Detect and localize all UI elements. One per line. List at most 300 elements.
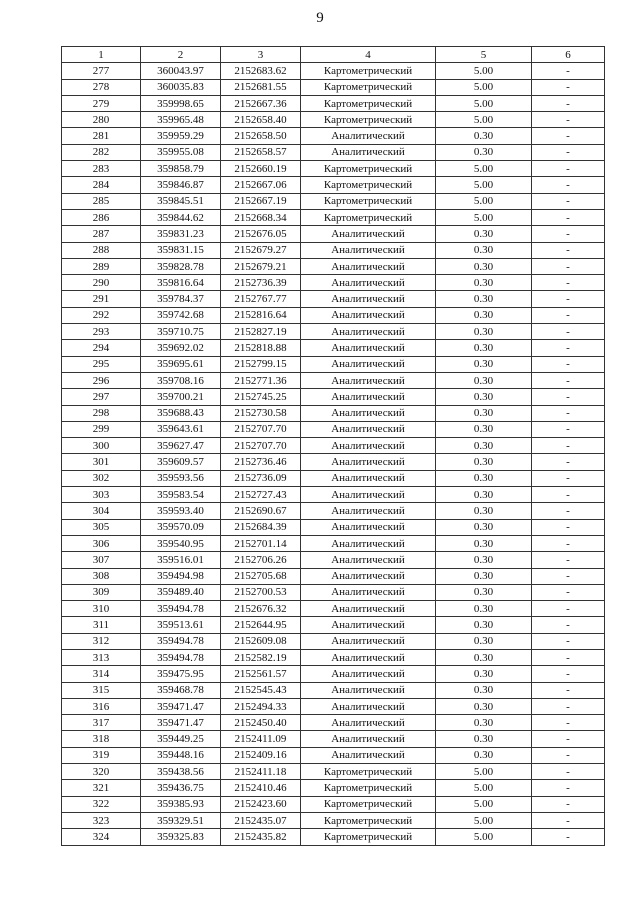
y-coordinate-cell: 2152494.33: [221, 698, 301, 714]
y-coordinate-cell: 2152700.53: [221, 584, 301, 600]
point-number-cell: 300: [62, 438, 141, 454]
y-coordinate-cell: 2152609.08: [221, 633, 301, 649]
column-header: 2: [141, 47, 221, 63]
point-number-cell: 310: [62, 601, 141, 617]
point-number-cell: 312: [62, 633, 141, 649]
accuracy-cell: 0.30: [436, 633, 532, 649]
method-cell: Картометрический: [301, 79, 436, 95]
point-number-cell: 291: [62, 291, 141, 307]
y-coordinate-cell: 2152561.57: [221, 666, 301, 682]
accuracy-cell: 0.30: [436, 356, 532, 372]
accuracy-cell: 5.00: [436, 112, 532, 128]
note-cell: -: [532, 503, 605, 519]
x-coordinate-cell: 359583.54: [141, 487, 221, 503]
table-row: [62, 731, 605, 747]
point-number-cell: 282: [62, 144, 141, 160]
accuracy-cell: 0.30: [436, 307, 532, 323]
method-cell: Аналитический: [301, 617, 436, 633]
y-coordinate-cell: 2152679.27: [221, 242, 301, 258]
method-cell: Аналитический: [301, 128, 436, 144]
note-cell: -: [532, 829, 605, 845]
table-row: [62, 193, 605, 209]
y-coordinate-cell: 2152707.70: [221, 421, 301, 437]
y-coordinate-cell: 2152679.21: [221, 258, 301, 274]
column-header: 5: [436, 47, 532, 63]
x-coordinate-cell: 359955.08: [141, 144, 221, 160]
table-row: [62, 161, 605, 177]
note-cell: -: [532, 438, 605, 454]
accuracy-cell: 0.30: [436, 649, 532, 665]
x-coordinate-cell: 359710.75: [141, 324, 221, 340]
accuracy-cell: 5.00: [436, 780, 532, 796]
table-row: [62, 63, 605, 79]
table-row: [62, 617, 605, 633]
y-coordinate-cell: 2152545.43: [221, 682, 301, 698]
table-row: [62, 454, 605, 470]
note-cell: -: [532, 324, 605, 340]
method-cell: Картометрический: [301, 764, 436, 780]
x-coordinate-cell: 359700.21: [141, 389, 221, 405]
accuracy-cell: 0.30: [436, 698, 532, 714]
x-coordinate-cell: 359494.78: [141, 633, 221, 649]
method-cell: Картометрический: [301, 780, 436, 796]
accuracy-cell: 5.00: [436, 79, 532, 95]
x-coordinate-cell: 359627.47: [141, 438, 221, 454]
point-number-cell: 288: [62, 242, 141, 258]
point-number-cell: 316: [62, 698, 141, 714]
method-cell: Аналитический: [301, 389, 436, 405]
table-row: [62, 764, 605, 780]
x-coordinate-cell: 359828.78: [141, 258, 221, 274]
x-coordinate-cell: 359436.75: [141, 780, 221, 796]
table-row: [62, 535, 605, 551]
x-coordinate-cell: 359742.68: [141, 307, 221, 323]
x-coordinate-cell: 359471.47: [141, 698, 221, 714]
method-cell: Аналитический: [301, 470, 436, 486]
accuracy-cell: 0.30: [436, 454, 532, 470]
point-number-cell: 317: [62, 715, 141, 731]
method-cell: Картометрический: [301, 63, 436, 79]
note-cell: -: [532, 617, 605, 633]
y-coordinate-cell: 2152667.06: [221, 177, 301, 193]
y-coordinate-cell: 2152411.18: [221, 764, 301, 780]
accuracy-cell: 0.30: [436, 275, 532, 291]
table-row: [62, 242, 605, 258]
table-row: [62, 568, 605, 584]
method-cell: Аналитический: [301, 275, 436, 291]
accuracy-cell: 0.30: [436, 324, 532, 340]
method-cell: Аналитический: [301, 535, 436, 551]
note-cell: -: [532, 519, 605, 535]
accuracy-cell: 0.30: [436, 340, 532, 356]
y-coordinate-cell: 2152767.77: [221, 291, 301, 307]
y-coordinate-cell: 2152676.05: [221, 226, 301, 242]
column-header: 4: [301, 47, 436, 63]
x-coordinate-cell: 359846.87: [141, 177, 221, 193]
note-cell: -: [532, 193, 605, 209]
point-number-cell: 277: [62, 63, 141, 79]
x-coordinate-cell: 359998.65: [141, 95, 221, 111]
table-row: [62, 79, 605, 95]
y-coordinate-cell: 2152435.82: [221, 829, 301, 845]
note-cell: -: [532, 731, 605, 747]
method-cell: Картометрический: [301, 829, 436, 845]
table-row: [62, 747, 605, 763]
point-number-cell: 284: [62, 177, 141, 193]
x-coordinate-cell: 359475.95: [141, 666, 221, 682]
column-header: 1: [62, 47, 141, 63]
note-cell: -: [532, 780, 605, 796]
method-cell: Аналитический: [301, 438, 436, 454]
y-coordinate-cell: 2152676.32: [221, 601, 301, 617]
table-header-row: [62, 47, 605, 63]
y-coordinate-cell: 2152771.36: [221, 372, 301, 388]
x-coordinate-cell: 359784.37: [141, 291, 221, 307]
table-row: [62, 389, 605, 405]
y-coordinate-cell: 2152727.43: [221, 487, 301, 503]
method-cell: Аналитический: [301, 372, 436, 388]
y-coordinate-cell: 2152683.62: [221, 63, 301, 79]
method-cell: Аналитический: [301, 324, 436, 340]
x-coordinate-cell: 360035.83: [141, 79, 221, 95]
x-coordinate-cell: 359329.51: [141, 812, 221, 828]
method-cell: Аналитический: [301, 291, 436, 307]
accuracy-cell: 5.00: [436, 161, 532, 177]
note-cell: -: [532, 796, 605, 812]
accuracy-cell: 5.00: [436, 63, 532, 79]
point-number-cell: 301: [62, 454, 141, 470]
method-cell: Аналитический: [301, 649, 436, 665]
method-cell: Аналитический: [301, 340, 436, 356]
table-row: [62, 698, 605, 714]
table-row: [62, 633, 605, 649]
column-header: 3: [221, 47, 301, 63]
note-cell: -: [532, 454, 605, 470]
method-cell: Картометрический: [301, 161, 436, 177]
y-coordinate-cell: 2152736.46: [221, 454, 301, 470]
point-number-cell: 297: [62, 389, 141, 405]
point-number-cell: 324: [62, 829, 141, 845]
method-cell: Картометрический: [301, 209, 436, 225]
x-coordinate-cell: 359965.48: [141, 112, 221, 128]
y-coordinate-cell: 2152799.15: [221, 356, 301, 372]
y-coordinate-cell: 2152644.95: [221, 617, 301, 633]
x-coordinate-cell: 359570.09: [141, 519, 221, 535]
method-cell: Аналитический: [301, 633, 436, 649]
accuracy-cell: 0.30: [436, 421, 532, 437]
note-cell: -: [532, 177, 605, 193]
note-cell: -: [532, 470, 605, 486]
y-coordinate-cell: 2152658.40: [221, 112, 301, 128]
x-coordinate-cell: 359858.79: [141, 161, 221, 177]
note-cell: -: [532, 307, 605, 323]
table-row: [62, 128, 605, 144]
point-number-cell: 320: [62, 764, 141, 780]
y-coordinate-cell: 2152730.58: [221, 405, 301, 421]
table-row: [62, 112, 605, 128]
note-cell: -: [532, 812, 605, 828]
point-number-cell: 322: [62, 796, 141, 812]
point-number-cell: 306: [62, 535, 141, 551]
point-number-cell: 308: [62, 568, 141, 584]
method-cell: Картометрический: [301, 812, 436, 828]
note-cell: -: [532, 275, 605, 291]
note-cell: -: [532, 601, 605, 617]
table-row: [62, 829, 605, 845]
accuracy-cell: 0.30: [436, 682, 532, 698]
point-number-cell: 314: [62, 666, 141, 682]
accuracy-cell: 0.30: [436, 470, 532, 486]
y-coordinate-cell: 2152706.26: [221, 552, 301, 568]
point-number-cell: 295: [62, 356, 141, 372]
point-number-cell: 302: [62, 470, 141, 486]
y-coordinate-cell: 2152409.16: [221, 747, 301, 763]
table-row: [62, 144, 605, 160]
x-coordinate-cell: 359494.78: [141, 601, 221, 617]
x-coordinate-cell: 359593.56: [141, 470, 221, 486]
page-number: 9: [316, 10, 324, 26]
note-cell: -: [532, 226, 605, 242]
method-cell: Аналитический: [301, 258, 436, 274]
y-coordinate-cell: 2152701.14: [221, 535, 301, 551]
table-row: [62, 552, 605, 568]
accuracy-cell: 5.00: [436, 193, 532, 209]
note-cell: -: [532, 95, 605, 111]
accuracy-cell: 5.00: [436, 812, 532, 828]
method-cell: Аналитический: [301, 715, 436, 731]
note-cell: -: [532, 421, 605, 437]
accuracy-cell: 0.30: [436, 535, 532, 551]
y-coordinate-cell: 2152816.64: [221, 307, 301, 323]
note-cell: -: [532, 161, 605, 177]
method-cell: Аналитический: [301, 487, 436, 503]
point-number-cell: 281: [62, 128, 141, 144]
table-row: [62, 666, 605, 682]
table-row: [62, 715, 605, 731]
point-number-cell: 286: [62, 209, 141, 225]
y-coordinate-cell: 2152660.19: [221, 161, 301, 177]
y-coordinate-cell: 2152668.34: [221, 209, 301, 225]
y-coordinate-cell: 2152690.67: [221, 503, 301, 519]
method-cell: Аналитический: [301, 242, 436, 258]
method-cell: Картометрический: [301, 177, 436, 193]
x-coordinate-cell: 359844.62: [141, 209, 221, 225]
x-coordinate-cell: 359325.83: [141, 829, 221, 845]
x-coordinate-cell: 359385.93: [141, 796, 221, 812]
point-number-cell: 307: [62, 552, 141, 568]
point-number-cell: 279: [62, 95, 141, 111]
coordinates-table: [61, 46, 605, 846]
x-coordinate-cell: 359643.61: [141, 421, 221, 437]
method-cell: Аналитический: [301, 698, 436, 714]
y-coordinate-cell: 2152582.19: [221, 649, 301, 665]
accuracy-cell: 0.30: [436, 389, 532, 405]
note-cell: -: [532, 258, 605, 274]
accuracy-cell: 0.30: [436, 291, 532, 307]
accuracy-cell: 0.30: [436, 666, 532, 682]
y-coordinate-cell: 2152736.09: [221, 470, 301, 486]
point-number-cell: 292: [62, 307, 141, 323]
accuracy-cell: 5.00: [436, 95, 532, 111]
note-cell: -: [532, 649, 605, 665]
method-cell: Аналитический: [301, 307, 436, 323]
method-cell: Картометрический: [301, 95, 436, 111]
point-number-cell: 319: [62, 747, 141, 763]
table-row: [62, 307, 605, 323]
table-row: [62, 291, 605, 307]
x-coordinate-cell: 359468.78: [141, 682, 221, 698]
x-coordinate-cell: 359831.23: [141, 226, 221, 242]
note-cell: -: [532, 682, 605, 698]
note-cell: -: [532, 128, 605, 144]
accuracy-cell: 0.30: [436, 552, 532, 568]
method-cell: Аналитический: [301, 421, 436, 437]
y-coordinate-cell: 2152667.19: [221, 193, 301, 209]
method-cell: Аналитический: [301, 226, 436, 242]
accuracy-cell: 5.00: [436, 764, 532, 780]
x-coordinate-cell: 360043.97: [141, 63, 221, 79]
table-row: [62, 209, 605, 225]
method-cell: Аналитический: [301, 144, 436, 160]
method-cell: Аналитический: [301, 747, 436, 763]
accuracy-cell: 0.30: [436, 242, 532, 258]
note-cell: -: [532, 666, 605, 682]
point-number-cell: 315: [62, 682, 141, 698]
point-number-cell: 298: [62, 405, 141, 421]
column-header: 6: [532, 47, 605, 63]
table-row: [62, 519, 605, 535]
note-cell: -: [532, 487, 605, 503]
method-cell: Аналитический: [301, 584, 436, 600]
note-cell: -: [532, 372, 605, 388]
method-cell: Аналитический: [301, 356, 436, 372]
note-cell: -: [532, 552, 605, 568]
x-coordinate-cell: 359438.56: [141, 764, 221, 780]
x-coordinate-cell: 359609.57: [141, 454, 221, 470]
accuracy-cell: 5.00: [436, 209, 532, 225]
point-number-cell: 313: [62, 649, 141, 665]
note-cell: -: [532, 209, 605, 225]
point-number-cell: 296: [62, 372, 141, 388]
note-cell: -: [532, 535, 605, 551]
x-coordinate-cell: 359471.47: [141, 715, 221, 731]
accuracy-cell: 0.30: [436, 438, 532, 454]
y-coordinate-cell: 2152410.46: [221, 780, 301, 796]
table-row: [62, 503, 605, 519]
x-coordinate-cell: 359692.02: [141, 340, 221, 356]
accuracy-cell: 0.30: [436, 519, 532, 535]
method-cell: Аналитический: [301, 552, 436, 568]
accuracy-cell: 5.00: [436, 796, 532, 812]
table-row: [62, 438, 605, 454]
table-row: [62, 226, 605, 242]
accuracy-cell: 0.30: [436, 731, 532, 747]
x-coordinate-cell: 359831.15: [141, 242, 221, 258]
y-coordinate-cell: 2152745.25: [221, 389, 301, 405]
point-number-cell: 323: [62, 812, 141, 828]
point-number-cell: 280: [62, 112, 141, 128]
point-number-cell: 305: [62, 519, 141, 535]
y-coordinate-cell: 2152707.70: [221, 438, 301, 454]
method-cell: Аналитический: [301, 405, 436, 421]
note-cell: -: [532, 112, 605, 128]
y-coordinate-cell: 2152684.39: [221, 519, 301, 535]
table-row: [62, 796, 605, 812]
x-coordinate-cell: 359688.43: [141, 405, 221, 421]
accuracy-cell: 0.30: [436, 617, 532, 633]
y-coordinate-cell: 2152818.88: [221, 340, 301, 356]
note-cell: -: [532, 340, 605, 356]
table-row: [62, 584, 605, 600]
note-cell: -: [532, 715, 605, 731]
x-coordinate-cell: 359540.95: [141, 535, 221, 551]
note-cell: -: [532, 242, 605, 258]
y-coordinate-cell: 2152681.55: [221, 79, 301, 95]
point-number-cell: 293: [62, 324, 141, 340]
y-coordinate-cell: 2152450.40: [221, 715, 301, 731]
accuracy-cell: 5.00: [436, 829, 532, 845]
x-coordinate-cell: 359845.51: [141, 193, 221, 209]
point-number-cell: 304: [62, 503, 141, 519]
y-coordinate-cell: 2152411.09: [221, 731, 301, 747]
note-cell: -: [532, 144, 605, 160]
table-row: [62, 812, 605, 828]
accuracy-cell: 0.30: [436, 372, 532, 388]
table-row: [62, 340, 605, 356]
x-coordinate-cell: 359449.25: [141, 731, 221, 747]
y-coordinate-cell: 2152658.50: [221, 128, 301, 144]
table-row: [62, 258, 605, 274]
point-number-cell: 285: [62, 193, 141, 209]
x-coordinate-cell: 359494.78: [141, 649, 221, 665]
note-cell: -: [532, 698, 605, 714]
note-cell: -: [532, 764, 605, 780]
note-cell: -: [532, 633, 605, 649]
accuracy-cell: 0.30: [436, 128, 532, 144]
method-cell: Аналитический: [301, 503, 436, 519]
accuracy-cell: 0.30: [436, 487, 532, 503]
x-coordinate-cell: 359593.40: [141, 503, 221, 519]
x-coordinate-cell: 359448.16: [141, 747, 221, 763]
note-cell: -: [532, 568, 605, 584]
table-row: [62, 372, 605, 388]
y-coordinate-cell: 2152667.36: [221, 95, 301, 111]
table-row: [62, 649, 605, 665]
note-cell: -: [532, 79, 605, 95]
method-cell: Аналитический: [301, 454, 436, 470]
point-number-cell: 283: [62, 161, 141, 177]
point-number-cell: 278: [62, 79, 141, 95]
accuracy-cell: 0.30: [436, 747, 532, 763]
y-coordinate-cell: 2152658.57: [221, 144, 301, 160]
method-cell: Картометрический: [301, 193, 436, 209]
point-number-cell: 309: [62, 584, 141, 600]
point-number-cell: 311: [62, 617, 141, 633]
table-body: [62, 63, 605, 845]
method-cell: Аналитический: [301, 568, 436, 584]
point-number-cell: 290: [62, 275, 141, 291]
x-coordinate-cell: 359516.01: [141, 552, 221, 568]
method-cell: Картометрический: [301, 796, 436, 812]
y-coordinate-cell: 2152705.68: [221, 568, 301, 584]
accuracy-cell: 0.30: [436, 584, 532, 600]
table-row: [62, 95, 605, 111]
accuracy-cell: 0.30: [436, 405, 532, 421]
method-cell: Аналитический: [301, 519, 436, 535]
accuracy-cell: 0.30: [436, 601, 532, 617]
accuracy-cell: 0.30: [436, 568, 532, 584]
y-coordinate-cell: 2152435.07: [221, 812, 301, 828]
